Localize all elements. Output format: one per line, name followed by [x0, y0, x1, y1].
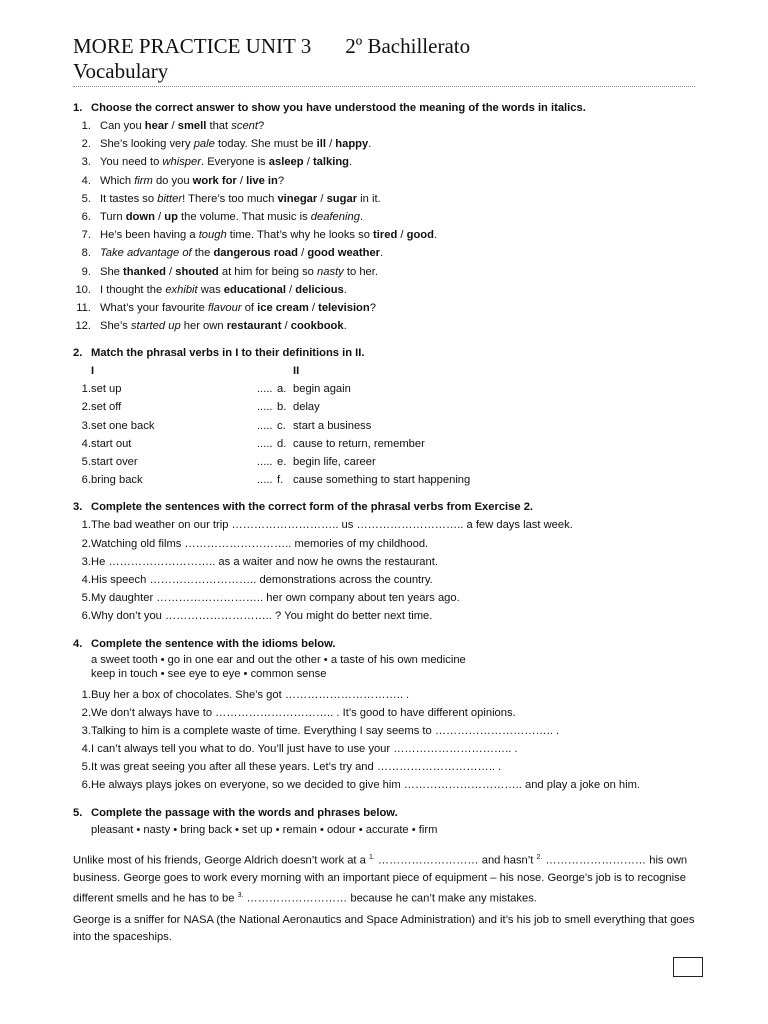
item-number: 3. [81, 724, 91, 737]
item-number: 4. [81, 573, 91, 586]
exercise-3-item [73, 607, 703, 625]
item-text: Why don’t you ……………………….. ? You might do better next time. [91, 610, 433, 623]
definition-letter: c. [277, 419, 286, 432]
definition-letter: e. [277, 456, 287, 468]
exercise-3-item [73, 553, 703, 571]
item-number: 5. [81, 592, 91, 605]
exercise-2-item [73, 435, 703, 453]
item-number: 6. [81, 779, 91, 792]
item-text: It was great seeing you after all these years. Let’s try and ………………………….. . [91, 761, 502, 774]
item-number: 6. [81, 474, 91, 487]
exercise-5-word-box: pleasant • nasty • bring back • set up • remain • odour • accurate • firm [91, 823, 438, 836]
exercise-4-item [73, 686, 703, 704]
definition-text: delay [293, 401, 320, 414]
answer-dots: ..... [257, 437, 273, 450]
exercise-4-item [73, 722, 703, 740]
item-text: He’s been having a tough time. That’s why he looks so tired / good. [100, 229, 438, 242]
exercise-3-item [73, 516, 703, 534]
exercise-4-word-box [73, 653, 703, 682]
phrasal-verb: set one back [91, 419, 155, 432]
answer-dots: ..... [257, 419, 273, 432]
exercise-4-heading [73, 635, 703, 653]
exercise-2-instruction: Match the phrasal verbs in I to their definitions in II. [91, 347, 365, 360]
exercise-4-instruction: Complete the sentence with the idioms below. [91, 637, 336, 650]
exercise-2-item [73, 471, 703, 489]
definition-text: start a business [293, 419, 372, 432]
item-number: 4. [81, 437, 91, 450]
item-number: 6. [81, 610, 91, 623]
item-text: Can you hear / smell that scent? [100, 120, 265, 132]
item-number: 9. [81, 265, 91, 278]
phrasal-verb: set off [91, 401, 122, 414]
exercise-2-item [73, 417, 703, 435]
definition-letter: b. [277, 401, 287, 414]
title-grade: 2º Bachillerato [345, 34, 471, 58]
definition-text: cause to return, remember [293, 437, 425, 450]
item-number: 3. [81, 156, 91, 169]
item-text: The bad weather on our trip ……………………….. us ……………………….. a few days last week. [91, 519, 573, 532]
answer-dots: ..... [257, 456, 273, 468]
item-number: 2. [81, 706, 91, 719]
item-number: 11. [76, 301, 91, 314]
title-divider [73, 86, 695, 87]
idioms-line-2: keep in touch • see eye to eye • common sense [91, 668, 327, 680]
definition-letter: d. [277, 437, 287, 450]
answer-dots: ..... [257, 474, 273, 487]
exercise-4-item [73, 776, 703, 794]
exercise-2-item [73, 453, 703, 471]
exercise-5-number: 5. [73, 806, 83, 819]
item-text: Watching old films ……………………….. memories of my childhood. [91, 537, 429, 550]
definition-text: cause something to start happening [293, 474, 471, 487]
phrasal-verb: start out [91, 437, 132, 450]
column-ii-header: II [293, 365, 300, 378]
title-unit: MORE PRACTICE UNIT 3 [73, 34, 312, 58]
definition-text: begin life, career [293, 456, 376, 468]
item-text: He always plays jokes on everyone, so we decided to give him ………………………….. and play a joke on him. [91, 779, 641, 792]
title-vocabulary: Vocabulary [73, 59, 169, 83]
exercise-1-item [73, 299, 703, 317]
definition-text: begin again [293, 383, 351, 396]
item-number: 3. [81, 419, 91, 432]
exercise-1-item [73, 208, 703, 226]
item-text: What’s your favourite flavour of ice cream / television? [100, 301, 376, 314]
exercise-3-heading [73, 498, 703, 516]
item-number: 2. [81, 401, 91, 414]
exercise-1-item [73, 226, 703, 244]
exercise-1-item [73, 135, 703, 153]
exercise-2-heading [73, 344, 703, 362]
item-text: She thanked / shouted at him for being so nasty to her. [100, 265, 378, 278]
definition-letter: a. [277, 383, 287, 396]
exercise-5-heading [73, 804, 703, 822]
answer-dots: ..... [257, 383, 273, 396]
item-text: Which firm do you work for / live in? [100, 174, 285, 187]
idioms-line-1: a sweet tooth • go in one ear and out the other • a taste of his own medicine [91, 653, 466, 666]
item-text: Take advantage of the dangerous road / good weather. [100, 247, 384, 260]
item-number: 1. [81, 519, 91, 532]
exercise-1-item [73, 317, 703, 335]
item-text: Turn down / up the volume. That music is deafening. [100, 210, 364, 223]
definition-letter: f. [277, 474, 284, 487]
item-number: 5. [81, 761, 91, 774]
answer-dots: ..... [257, 401, 273, 414]
worksheet-title [73, 34, 470, 84]
exercise-1-instruction: Choose the correct answer to show you have understood the meaning of the words in italics. [91, 102, 586, 114]
exercise-3-item [73, 571, 703, 589]
item-number: 1. [81, 383, 91, 396]
exercise-1-number: 1. [73, 102, 83, 114]
item-number: 6. [81, 210, 91, 223]
item-number: 8. [81, 247, 91, 260]
item-text: His speech ……………………….. demonstrations across the country. [91, 573, 433, 586]
exercise-1-item [73, 117, 703, 135]
item-number: 1. [81, 120, 91, 132]
exercise-3-item [73, 589, 703, 607]
item-text: Buy her a box of chocolates. She’s got ………………………….. . [91, 688, 410, 701]
item-number: 5. [81, 456, 91, 468]
item-text: She’s started up her own restaurant / cookbook. [100, 320, 347, 333]
item-text: We don’t always have to ………………………….. . It’s good to have different opinions. [91, 706, 516, 719]
exercise-3-list [73, 516, 703, 625]
exercise-1-item [73, 153, 703, 171]
item-text: I can’t always tell you what to do. You’ll just have to use your ………………………….. . [91, 743, 518, 756]
item-text: I thought the exhibit was educational / delicious. [100, 283, 347, 296]
item-number: 1. [81, 688, 91, 701]
exercise-3-number: 3. [73, 501, 83, 514]
exercise-4-item [73, 704, 703, 722]
item-number: 4. [81, 743, 91, 756]
exercise-2-number: 2. [73, 347, 83, 360]
column-i-header: I [91, 365, 95, 378]
item-text: It tastes so bitter! There’s too much vinegar / sugar in it. [100, 192, 381, 205]
item-number: 2. [81, 138, 91, 151]
exercise-4-list [73, 686, 703, 795]
phrasal-verb: start over [91, 456, 138, 468]
item-number: 12. [75, 320, 91, 333]
passage-paragraph-1: Unlike most of his friends, George Aldrich doesn’t work at a $^{1.}$ ……………………… and hasn’t $^{2.}$ ……………………… his own business. George goes to work every morning with an important piece of equipment – his nose. George’s job is to recognise different smells and he has to be $^{3.}$ ……………………… because he can’t make any mistakes. [73, 853, 688, 906]
item-number: 3. [81, 555, 91, 568]
item-number: 7. [81, 229, 91, 242]
exercise-2-list [73, 380, 703, 489]
exercise-2-item [73, 398, 703, 416]
item-number: 5. [81, 192, 91, 205]
exercise-1-item [73, 190, 703, 208]
exercise-4-item [73, 758, 703, 776]
item-text: You need to whisper. Everyone is asleep / talking. [100, 156, 353, 169]
exercise-3-item [73, 535, 703, 553]
exercise-2-column-headers [73, 362, 703, 380]
exercise-1-item [73, 263, 703, 281]
exercise-2-item [73, 380, 703, 398]
item-number: 10. [75, 283, 91, 296]
exercise-1-item [73, 172, 703, 190]
exercises [73, 99, 703, 947]
exercise-1-item [73, 281, 703, 299]
exercise-1-item [73, 244, 703, 262]
exercise-4-number: 4. [73, 637, 83, 650]
item-number: 4. [81, 174, 91, 187]
exercise-4-item [73, 740, 703, 758]
phrasal-verb: bring back [91, 474, 143, 487]
phrasal-verb: set up [91, 383, 122, 396]
passage-paragraph-2: George is a sniffer for NASA (the National Aeronautics and Space Administration) and it’s his job to smell everything that goes into the spaceships. [73, 913, 695, 944]
exercise-1-list [73, 117, 703, 335]
item-text: He ……………………….. as a waiter and now he owns the restaurant. [91, 555, 438, 568]
item-text: Talking to him is a complete waste of time. Everything I say seems to ………………………….. . [91, 724, 560, 737]
exercise-1-heading [73, 99, 703, 117]
page-number-box [673, 957, 703, 977]
exercise-5-instruction: Complete the passage with the words and phrases below. [91, 806, 398, 819]
item-text: She’s looking very pale today. She must be ill / happy. [100, 138, 372, 151]
item-text: My daughter ……………………….. her own company about ten years ago. [91, 592, 460, 605]
item-number: 2. [81, 537, 91, 550]
exercise-3-instruction: Complete the sentences with the correct form of the phrasal verbs from Exercise 2. [91, 501, 534, 514]
